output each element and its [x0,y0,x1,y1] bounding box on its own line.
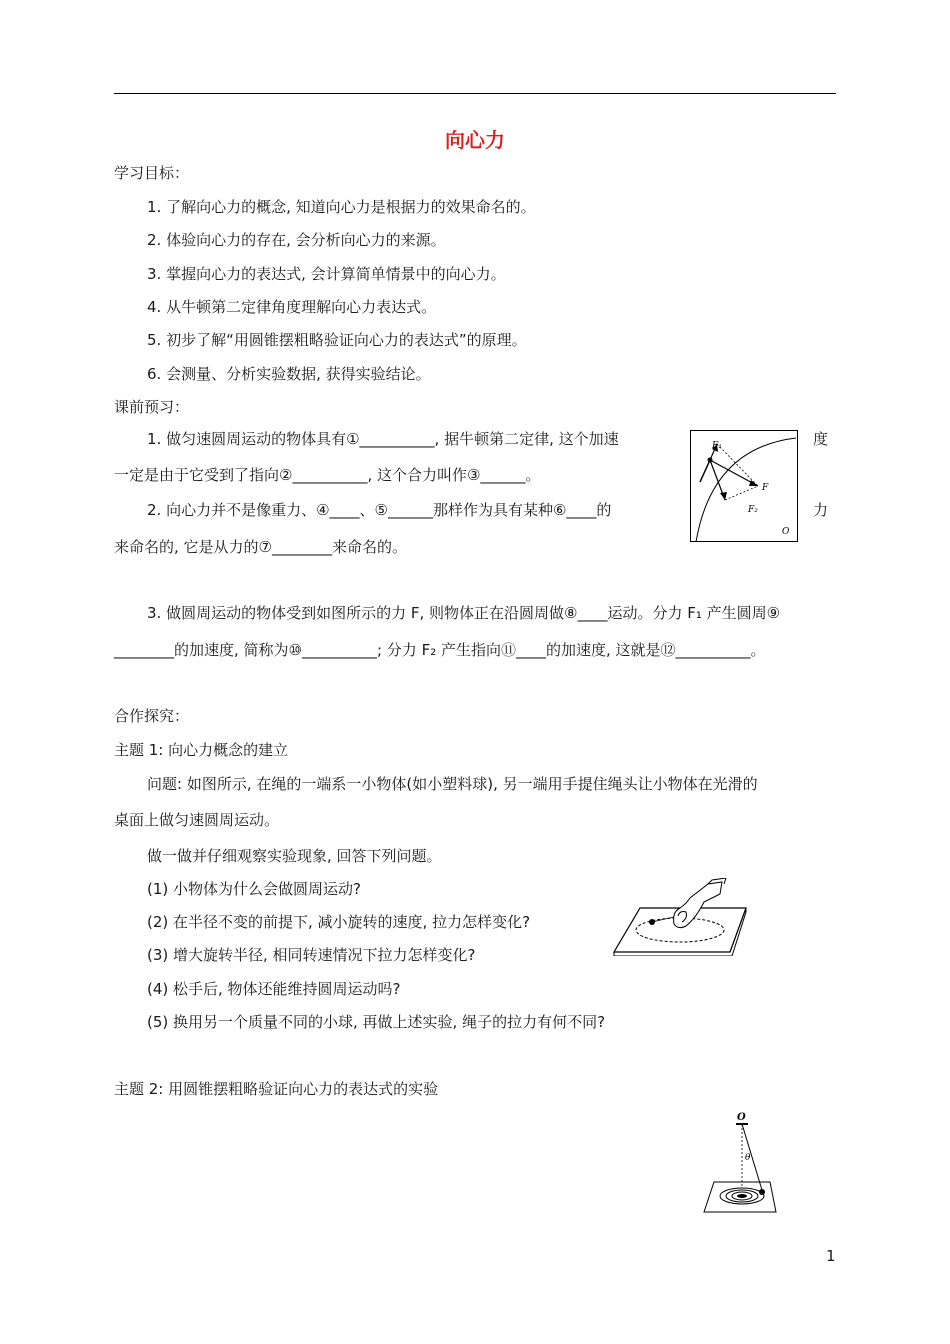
label-o: O [782,527,790,537]
force-decomposition-figure [690,430,798,542]
preview-q1-line2: 一定是由于它受到了指向②__________, 这个合力叫作③______。 [114,466,541,484]
goal-item: 4. 从牛顿第二定律角度理解向心力表达式。 [147,298,437,316]
preview-q1-line1: 1. 做匀速圆周运动的物体具有①__________, 据牛顿第二定律, 这个加速 [147,430,619,448]
hand-table-figure [612,878,748,956]
goal-item: 5. 初步了解“用圆锥摆粗略验证向心力的表达式”的原理。 [147,331,527,349]
topic2-heading: 主题 2: 用圆锥摆粗略验证向心力的表达式的实验 [114,1080,439,1098]
pendulum-o-label: O [737,1112,746,1123]
page-title: 向心力 [445,128,505,152]
label-f: F [762,483,769,493]
preview-q2-line2: 来命名的, 它是从力的⑦________来命名的。 [114,538,407,556]
problem-line2: 桌面上做匀速圆周运动。 [114,811,280,829]
preview-heading: 课前预习： [114,398,190,416]
goal-item: 3. 掌握向心力的表达式, 会计算简单情景中的向心力。 [147,265,506,283]
problem-line1: 问题: 如图所示, 在绳的一端系一小物体(如小塑料球), 另一端用手提住绳头让小物体在光滑的 [147,775,758,793]
question-item: (3) 增大旋转半径, 相同转速情况下拉力怎样变化? [147,946,476,964]
pendulum-theta-label: θ [745,1153,751,1163]
goal-item: 2. 体验向心力的存在, 会分析向心力的来源。 [147,231,446,249]
preview-q2-tail: 力 [813,501,829,519]
label-f1: F₁ [712,441,722,451]
preview-q3-line1: 3. 做圆周运动的物体受到如图所示的力 F, 则物体正在沿圆周做⑧____运动。分力 F₁ 产生圆周⑨ [147,604,781,622]
header-rule [114,93,836,94]
preview-q3-line2: ________的加速度, 简称为⑩__________; 分力 F₂ 产生指向⑪____的加速度, 这就是⑫__________。 [114,641,766,659]
explore-heading: 合作探究： [114,707,190,725]
question-item: (5) 换用另一个质量不同的小球, 再做上述实验, 绳子的拉力有何不同? [147,1013,606,1031]
preview-q1-tail: 度 [813,430,829,448]
goal-item: 1. 了解向心力的概念, 知道向心力是根据力的效果命名的。 [147,198,536,216]
question-item: (2) 在半径不变的前提下, 减小旋转的速度, 拉力怎样变化? [147,913,531,931]
goal-item: 6. 会测量、分析实验数据, 获得实验结论。 [147,365,431,383]
label-f2: F₂ [748,505,758,515]
question-item: (1) 小物体为什么会做圆周运动? [147,880,361,898]
question-item: (4) 松手后, 物体还能维持圆周运动吗? [147,980,401,998]
preview-q2-line1: 2. 向心力并不是像重力、④____、⑤______那样作为具有某种⑥____的 [147,501,612,519]
goals-heading: 学习目标： [114,164,190,182]
conical-pendulum-figure [700,1108,780,1220]
instruction: 做一做并仔细观察实验现象, 回答下列问题。 [147,847,442,865]
topic1-heading: 主题 1: 向心力概念的建立 [114,741,289,759]
page-number: 1 [826,1247,836,1265]
